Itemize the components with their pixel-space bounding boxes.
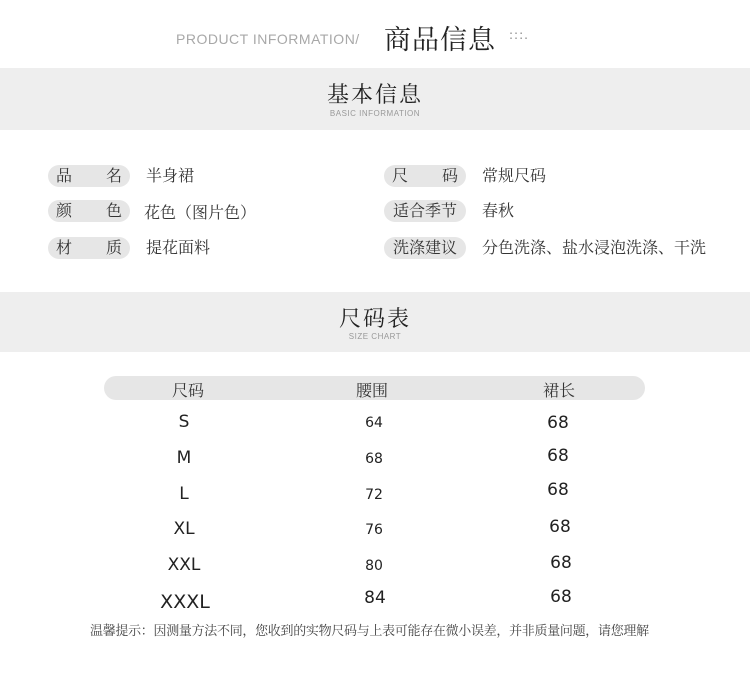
cell-waist: 68 [365, 451, 383, 467]
size-chart-banner [0, 292, 750, 352]
label-size [384, 165, 466, 187]
header-waist: 腰围 [355, 381, 389, 400]
cell-waist: 76 [365, 522, 383, 538]
value-material: 提花面料 [146, 238, 211, 257]
label-text: 洗涤建议 [392, 238, 457, 257]
cell-length: 68 [547, 480, 569, 500]
cell-length: 68 [547, 413, 569, 433]
cell-waist: 64 [365, 415, 383, 431]
header-english-title: PRODUCT INFORMATION/ [176, 31, 360, 47]
cell-length: 68 [550, 587, 572, 607]
cell-size: XL [173, 519, 195, 539]
header-size: 尺码 [171, 381, 205, 400]
cell-waist: 80 [365, 558, 383, 574]
header-dots-decoration: :::. [509, 28, 529, 42]
label-text: 适合季节 [392, 201, 457, 220]
cell-size: M [176, 448, 192, 468]
cell-waist: 84 [364, 588, 386, 608]
cell-size: XXL [167, 555, 201, 575]
label-char: 颜 [56, 201, 73, 220]
label-char: 名 [105, 166, 122, 185]
label-material [48, 237, 130, 259]
cell-size: S [178, 412, 190, 432]
label-char: 质 [105, 238, 122, 257]
cell-size: XXXL [160, 591, 210, 613]
size-chart-title: 尺码表 [338, 307, 411, 332]
label-char: 品 [56, 166, 73, 185]
value-size: 常规尺码 [482, 166, 547, 185]
cell-length: 68 [549, 517, 571, 537]
value-color: 花色（图片色） [144, 203, 257, 222]
header-chinese-title: 商品信息 [384, 25, 496, 56]
basic-info-subtitle: BASIC INFORMATION [329, 109, 421, 118]
basic-info-title: 基本信息 [326, 83, 423, 108]
label-char: 码 [441, 166, 458, 185]
value-washing: 分色洗涤、盐水浸泡洗涤、干洗 [482, 238, 707, 257]
label-product-name [48, 165, 130, 187]
basic-info-banner [0, 68, 750, 130]
cell-waist: 72 [365, 487, 383, 503]
value-season: 春秋 [482, 201, 515, 220]
cell-size: L [179, 484, 189, 504]
label-color [48, 200, 130, 222]
label-washing [384, 237, 466, 259]
cell-length: 68 [547, 446, 569, 466]
value-product-name: 半身裙 [146, 166, 195, 185]
label-season [384, 200, 466, 222]
label-char: 尺 [392, 166, 409, 185]
size-tip-note: 温馨提示：因测量方法不同，您收到的实物尺码与上表可能存在微小误差，并非质量问题，请您理解 [90, 624, 649, 639]
header-length: 裙长 [542, 381, 576, 400]
label-char: 材 [56, 238, 73, 257]
size-chart-subtitle: SIZE CHART [348, 332, 402, 341]
cell-length: 68 [550, 553, 572, 573]
label-char: 色 [105, 201, 122, 220]
